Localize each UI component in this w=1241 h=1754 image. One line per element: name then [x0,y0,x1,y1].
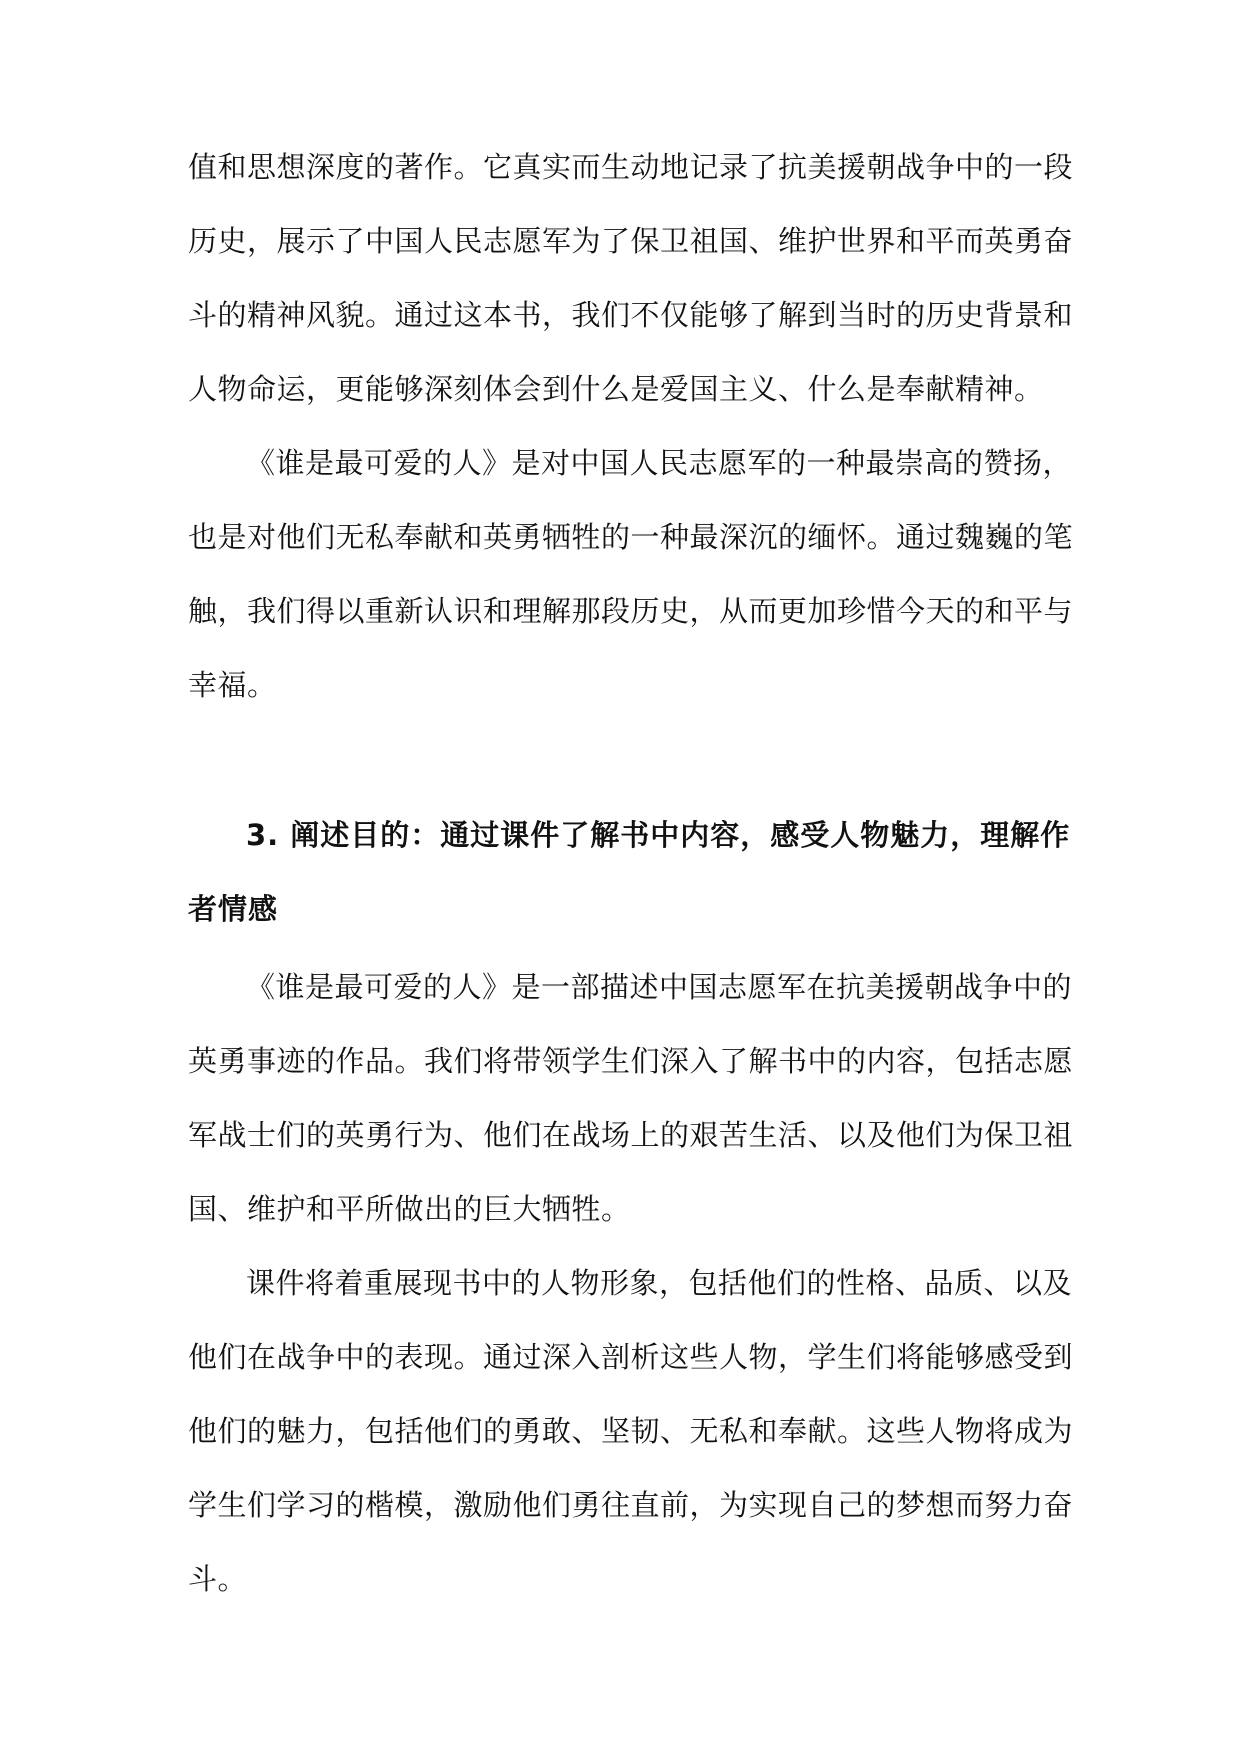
paragraph-3 [188,950,1074,1246]
text-line: 他们的魅力，包括他们的勇敢、坚韧、无私和奉献。这些人物将成为 [188,1414,1074,1448]
text-line: 他们在战争中的表现。通过深入剖析这些人物，学生们将能够感受到 [188,1340,1074,1374]
text-line: 课件将着重展现书中的人物形象，包括他们的性格、品质、以及 [246,1266,1073,1300]
text-line: 斗。 [188,1562,248,1596]
text-line: 触，我们得以重新认识和理解那段历史，从而更加珍惜今天的和平与 [188,594,1074,628]
text-line: 人物命运，更能够深刻体会到什么是爱国主义、什么是奉献精神。 [188,372,1044,406]
text-line: 《谁是最可爱的人》是对中国人民志愿军的一种最崇高的赞扬， [246,446,1073,480]
text-line: 军战士们的英勇行为、他们在战场上的艰苦生活、以及他们为保卫祖 [188,1118,1074,1152]
section-heading [188,798,1071,946]
text-line: 幸福。 [188,668,277,702]
heading-line: 3. 阐述目的：通过课件了解书中内容，感受人物魅力，理解作 [246,818,1071,852]
document-page [188,130,1074,1616]
text-line: 《谁是最可爱的人》是一部描述中国志愿军在抗美援朝战争中的 [246,970,1073,1004]
heading-line: 者情感 [188,892,279,926]
paragraph-1 [188,130,1074,426]
text-line: 历史，展示了中国人民志愿军为了保卫祖国、维护世界和平而英勇奋 [188,224,1074,258]
text-line: 斗的精神风貌。通过这本书，我们不仅能够了解到当时的历史背景和 [188,298,1074,332]
text-line: 值和思想深度的著作。它真实而生动地记录了抗美援朝战争中的一段 [188,150,1074,184]
text-line: 也是对他们无私奉献和英勇牺牲的一种最深沉的缅怀。通过魏巍的笔 [188,520,1074,554]
paragraph-2 [188,426,1074,722]
text-line: 英勇事迹的作品。我们将带领学生们深入了解书中的内容，包括志愿 [188,1044,1074,1078]
text-line: 国、维护和平所做出的巨大牺牲。 [188,1192,631,1226]
paragraph-4 [188,1246,1074,1616]
text-line: 学生们学习的楷模，激励他们勇往直前，为实现自己的梦想而努力奋 [188,1488,1074,1522]
